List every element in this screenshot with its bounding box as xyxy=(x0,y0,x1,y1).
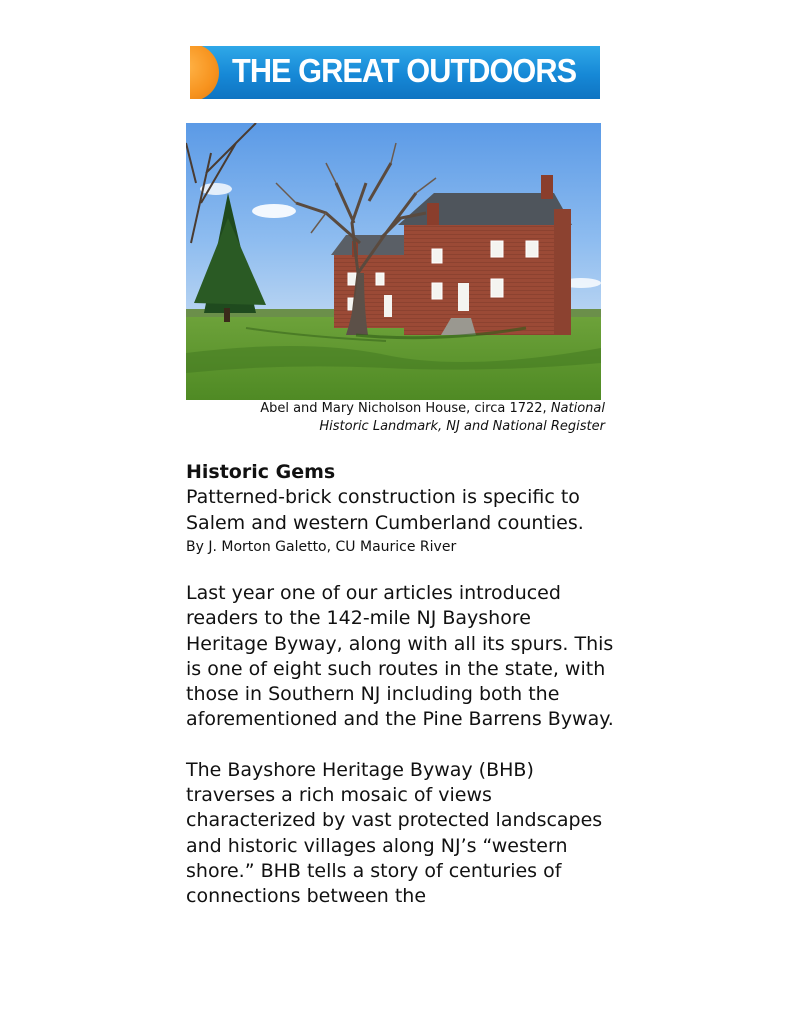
house-photo xyxy=(186,123,601,400)
article-paragraph: Last year one of our articles introduced readers to the 142-mile NJ Bayshore Heritage Byway, along with all its spurs. This is one of eight such routes in the state, with those in Southern NJ including both the aforementioned and the Pine Barrens Byway. xyxy=(186,582,614,731)
caption-italic-1: National xyxy=(550,401,605,416)
caption-text: Abel and Mary Nicholson House, circa 1722, xyxy=(260,401,551,416)
article-paragraph: The Bayshore Heritage Byway (BHB) traverses a rich mosaic of views characterized by vast protected landscapes and historic villages along NJ’s “western shore.” BHB tells a story of centuries of connections between the xyxy=(186,758,603,908)
article-deck: Patterned-brick construction is specific to Salem and western Cumberland counties. xyxy=(186,486,584,534)
article-byline: By J. Morton Galetto, CU Maurice River xyxy=(186,539,457,555)
section-banner xyxy=(190,46,600,99)
article xyxy=(186,460,616,910)
photo-caption xyxy=(186,400,605,436)
banner-title: THE GREAT OUTDOORS xyxy=(232,52,577,89)
caption-italic-2: Historic Landmark, NJ and National Register xyxy=(319,419,605,434)
article-headline: Historic Gems xyxy=(186,461,336,483)
banner-orange-orb xyxy=(190,46,219,99)
